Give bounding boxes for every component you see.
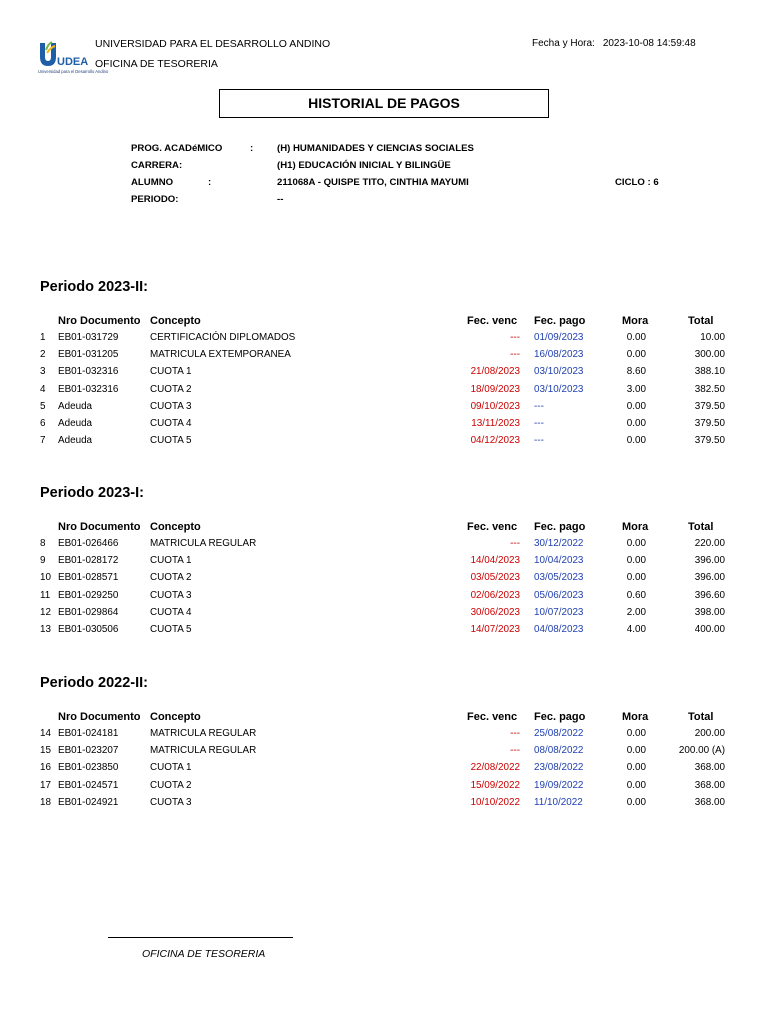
payment-date: 01/09/2023 bbox=[534, 332, 584, 343]
concept: CUOTA 2 bbox=[150, 572, 192, 584]
row-number: 10 bbox=[40, 572, 51, 584]
due-date: --- bbox=[510, 349, 520, 361]
document-number: EB01-028571 bbox=[58, 572, 119, 584]
late-fee: 2.00 bbox=[626, 606, 646, 618]
column-header-late-fee: Mora bbox=[622, 315, 649, 327]
document-number: EB01-024571 bbox=[58, 779, 119, 791]
payment-date: 03/10/2023 bbox=[534, 366, 584, 378]
document-number: EB01-024921 bbox=[58, 796, 119, 808]
due-date: 04/12/2023 bbox=[470, 435, 520, 447]
row-number: 4 bbox=[40, 383, 46, 395]
logo-subtitle: Universidad para el Desarrollo Andino bbox=[38, 69, 109, 74]
payment-date: 04/08/2023 bbox=[534, 624, 584, 635]
document-number: Adeuda bbox=[58, 418, 93, 429]
column-header-due: Fec. venc bbox=[467, 315, 518, 327]
due-date: 09/10/2023 bbox=[470, 400, 520, 412]
document-number: EB01-023850 bbox=[58, 762, 119, 774]
due-date: 03/05/2023 bbox=[470, 572, 520, 584]
column-header-late-fee: Mora bbox=[622, 521, 649, 533]
column-header-doc: Nro Documento bbox=[58, 521, 141, 533]
late-fee: 0.60 bbox=[626, 589, 646, 601]
row-number: 1 bbox=[40, 332, 46, 343]
concept: MATRICULA REGULAR bbox=[150, 745, 257, 757]
concept: CUOTA 1 bbox=[150, 366, 192, 378]
concept: CUOTA 3 bbox=[150, 796, 192, 808]
late-fee: 0.00 bbox=[626, 728, 646, 739]
payment-date: 10/04/2023 bbox=[534, 555, 584, 567]
payment-date: 08/08/2022 bbox=[534, 745, 584, 757]
student-colon: : bbox=[208, 177, 212, 188]
concept: CERTIFICACIÓN DIPLOMADOS bbox=[150, 332, 296, 343]
row-number: 8 bbox=[40, 538, 46, 549]
total-amount: 200.00 (A) bbox=[678, 745, 725, 757]
late-fee: 0.00 bbox=[626, 796, 646, 808]
due-date: --- bbox=[510, 332, 520, 343]
program-label: PROG. ACADéMICO bbox=[131, 143, 223, 154]
document-number: EB01-031205 bbox=[58, 349, 119, 361]
cycle: CICLO : 6 bbox=[615, 177, 659, 188]
row-number: 5 bbox=[40, 400, 46, 412]
datetime-label: Fecha y Hora: bbox=[532, 38, 595, 49]
period-title: Periodo 2023-I: bbox=[40, 485, 144, 501]
document-number: Adeuda bbox=[58, 400, 93, 412]
total-amount: 396.00 bbox=[694, 572, 725, 584]
document-number: EB01-024181 bbox=[58, 728, 119, 739]
document-number: EB01-031729 bbox=[58, 332, 119, 343]
row-number: 2 bbox=[40, 349, 46, 361]
due-date: 15/09/2022 bbox=[470, 779, 520, 791]
row-number: 9 bbox=[40, 555, 46, 567]
total-amount: 368.00 bbox=[694, 796, 725, 808]
total-amount: 300.00 bbox=[694, 349, 725, 361]
total-amount: 379.50 bbox=[694, 400, 725, 412]
payment-date: 19/09/2022 bbox=[534, 779, 584, 791]
career-label: CARRERA: bbox=[131, 160, 183, 171]
late-fee: 0.00 bbox=[626, 762, 646, 774]
document-number: EB01-028172 bbox=[58, 555, 119, 567]
total-amount: 396.60 bbox=[694, 589, 725, 601]
due-date: 02/06/2023 bbox=[470, 589, 520, 601]
payment-date: 23/08/2022 bbox=[534, 762, 584, 774]
payment-date: --- bbox=[534, 400, 544, 412]
due-date: 21/08/2023 bbox=[470, 366, 520, 378]
total-amount: 200.00 bbox=[694, 728, 725, 739]
row-number: 17 bbox=[40, 779, 51, 791]
column-header-due: Fec. venc bbox=[467, 521, 518, 533]
late-fee: 0.00 bbox=[626, 779, 646, 791]
due-date: 30/06/2023 bbox=[470, 606, 520, 618]
late-fee: 0.00 bbox=[626, 418, 646, 429]
row-number: 16 bbox=[40, 762, 51, 774]
column-header-concept: Concepto bbox=[150, 711, 201, 723]
due-date: 18/09/2023 bbox=[470, 383, 520, 395]
row-number: 7 bbox=[40, 435, 46, 447]
datetime-value: 2023-10-08 14:59:48 bbox=[602, 38, 696, 49]
row-number: 3 bbox=[40, 366, 46, 378]
late-fee: 0.00 bbox=[626, 332, 646, 343]
concept: CUOTA 3 bbox=[150, 589, 192, 601]
udea-logo bbox=[37, 40, 109, 82]
due-date: 10/10/2022 bbox=[470, 796, 520, 808]
total-amount: 379.50 bbox=[694, 435, 725, 447]
concept: CUOTA 4 bbox=[150, 418, 192, 429]
document-number: EB01-023207 bbox=[58, 745, 119, 757]
signature-label: OFICINA DE TESORERIA bbox=[142, 948, 266, 960]
late-fee: 8.60 bbox=[626, 366, 646, 378]
late-fee: 0.00 bbox=[626, 400, 646, 412]
column-header-total: Total bbox=[688, 521, 714, 533]
payment-date: 03/05/2023 bbox=[534, 572, 584, 584]
late-fee: 0.00 bbox=[626, 538, 646, 549]
late-fee: 0.00 bbox=[626, 745, 646, 757]
row-number: 12 bbox=[40, 606, 51, 618]
column-header-paid: Fec. pago bbox=[534, 315, 586, 327]
concept: MATRICULA REGULAR bbox=[150, 538, 257, 549]
column-header-total: Total bbox=[688, 711, 714, 723]
concept: CUOTA 2 bbox=[150, 383, 192, 395]
late-fee: 3.00 bbox=[626, 383, 646, 395]
concept: CUOTA 1 bbox=[150, 555, 192, 567]
total-amount: 220.00 bbox=[694, 538, 725, 549]
payment-date: 16/08/2023 bbox=[534, 349, 584, 361]
payment-date: 10/07/2023 bbox=[534, 606, 584, 618]
document-number: EB01-029250 bbox=[58, 589, 119, 601]
page-title: HISTORIAL DE PAGOS bbox=[219, 89, 549, 118]
student-value: 211068A - QUISPE TITO, CINTHIA MAYUMI bbox=[277, 177, 469, 188]
total-amount: 368.00 bbox=[694, 779, 725, 791]
row-number: 18 bbox=[40, 796, 51, 808]
datetime bbox=[532, 38, 696, 49]
concept: CUOTA 1 bbox=[150, 762, 192, 774]
concept: CUOTA 5 bbox=[150, 624, 192, 635]
row-number: 6 bbox=[40, 418, 46, 429]
column-header-doc: Nro Documento bbox=[58, 711, 141, 723]
program-value: (H) HUMANIDADES Y CIENCIAS SOCIALES bbox=[277, 143, 474, 154]
column-header-due: Fec. venc bbox=[467, 711, 518, 723]
document-number: Adeuda bbox=[58, 435, 93, 447]
student-label: ALUMNO bbox=[131, 177, 174, 188]
institution-name: UNIVERSIDAD PARA EL DESARROLLO ANDINO bbox=[95, 38, 331, 50]
row-number: 11 bbox=[40, 589, 51, 601]
payment-date: 25/08/2022 bbox=[534, 728, 584, 739]
period-title: Periodo 2023-II: bbox=[40, 279, 148, 295]
due-date: 14/04/2023 bbox=[470, 555, 520, 567]
concept: MATRICULA REGULAR bbox=[150, 728, 257, 739]
concept: MATRICULA EXTEMPORANEA bbox=[150, 349, 291, 361]
office-name: OFICINA DE TESORERIA bbox=[95, 58, 218, 70]
payment-date: --- bbox=[534, 435, 544, 447]
column-header-concept: Concepto bbox=[150, 521, 201, 533]
concept: CUOTA 2 bbox=[150, 779, 192, 791]
due-date: 13/11/2023 bbox=[471, 418, 520, 429]
total-amount: 388.10 bbox=[694, 366, 725, 378]
late-fee: 4.00 bbox=[626, 624, 646, 635]
payment-date: 05/06/2023 bbox=[534, 589, 584, 601]
row-number: 14 bbox=[40, 728, 51, 739]
total-amount: 398.00 bbox=[694, 606, 725, 618]
document-number: EB01-026466 bbox=[58, 538, 119, 549]
period-title: Periodo 2022-II: bbox=[40, 675, 148, 691]
column-header-late-fee: Mora bbox=[622, 711, 649, 723]
concept: CUOTA 5 bbox=[150, 435, 192, 447]
concept: CUOTA 3 bbox=[150, 400, 192, 412]
row-number: 13 bbox=[40, 624, 51, 635]
late-fee: 0.00 bbox=[626, 435, 646, 447]
total-amount: 368.00 bbox=[694, 762, 725, 774]
late-fee: 0.00 bbox=[626, 572, 646, 584]
total-amount: 396.00 bbox=[694, 555, 725, 567]
column-header-concept: Concepto bbox=[150, 315, 201, 327]
column-header-paid: Fec. pago bbox=[534, 711, 586, 723]
total-amount: 379.50 bbox=[694, 418, 725, 429]
column-header-doc: Nro Documento bbox=[58, 315, 141, 327]
payment-date: --- bbox=[534, 418, 544, 429]
total-amount: 400.00 bbox=[694, 624, 725, 635]
due-date: --- bbox=[510, 728, 520, 739]
period-label: PERIODO: bbox=[131, 194, 179, 205]
career-value: (H1) EDUCACIÓN INICIAL Y BILINGÜE bbox=[277, 160, 451, 171]
due-date: --- bbox=[510, 538, 520, 549]
program-colon: : bbox=[250, 143, 254, 154]
document-number: EB01-030506 bbox=[58, 624, 119, 635]
due-date: 22/08/2022 bbox=[470, 762, 520, 774]
late-fee: 0.00 bbox=[626, 349, 646, 361]
column-header-paid: Fec. pago bbox=[534, 521, 586, 533]
due-date: --- bbox=[510, 745, 520, 757]
total-amount: 382.50 bbox=[694, 383, 725, 395]
due-date: 14/07/2023 bbox=[470, 624, 520, 635]
column-header-total: Total bbox=[688, 315, 714, 327]
signature-line bbox=[108, 937, 293, 938]
document-number: EB01-029864 bbox=[58, 606, 119, 618]
payment-date: 11/10/2022 bbox=[534, 796, 583, 808]
payment-date: 30/12/2022 bbox=[534, 538, 584, 549]
document-number: EB01-032316 bbox=[58, 383, 119, 395]
row-number: 15 bbox=[40, 745, 51, 757]
period-value: -- bbox=[277, 194, 284, 205]
payment-date: 03/10/2023 bbox=[534, 383, 584, 395]
concept: CUOTA 4 bbox=[150, 606, 192, 618]
logo-text: UDEA bbox=[57, 56, 89, 68]
total-amount: 10.00 bbox=[700, 332, 725, 343]
document-number: EB01-032316 bbox=[58, 366, 119, 378]
late-fee: 0.00 bbox=[626, 555, 646, 567]
